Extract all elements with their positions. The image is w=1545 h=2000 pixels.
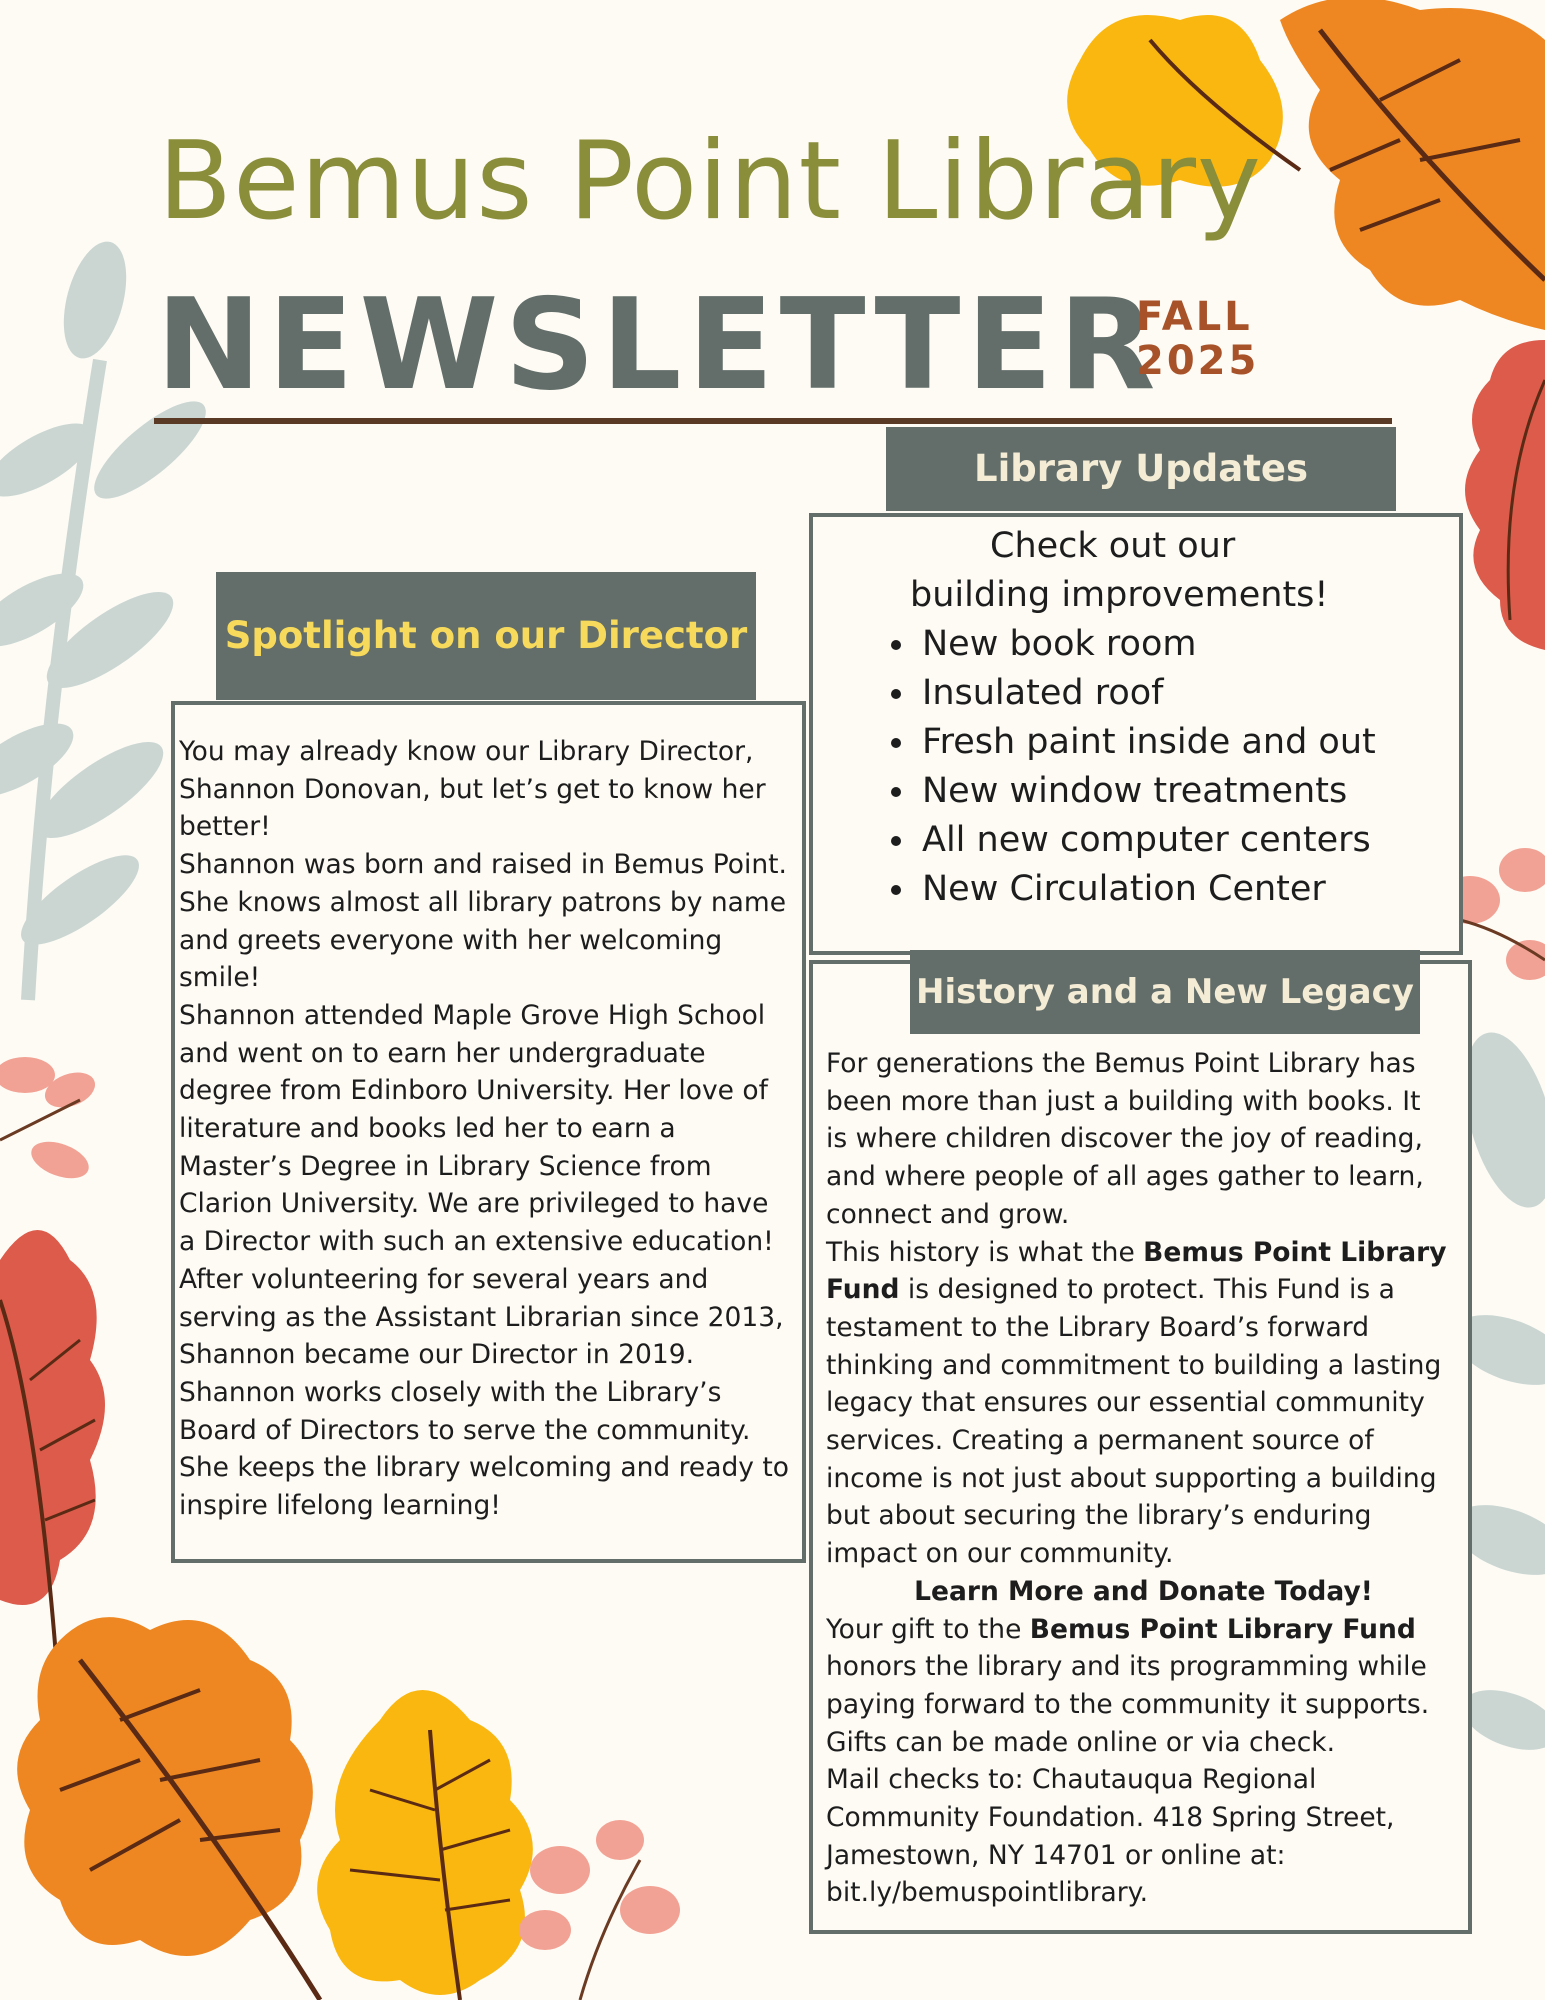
donation-link[interactable]: bit.ly/bemuspointlibrary. xyxy=(826,1877,1148,1909)
text-line: Shannon became our Director in 2019. xyxy=(179,1339,695,1371)
text-line: and where people of all ages gather to learn, xyxy=(826,1161,1424,1193)
yellow-oak-leaf-icon xyxy=(317,1690,533,2000)
text-line: Shannon Donovan, but let’s get to know her xyxy=(179,773,766,805)
updates-intro xyxy=(860,522,1360,620)
text-line: Community Foundation. 418 Spring Street, xyxy=(826,1802,1395,1834)
text-line: and went on to earn her undergraduate xyxy=(179,1037,706,1069)
issue-season xyxy=(1136,295,1259,383)
text-span: This history is what the xyxy=(826,1236,1144,1268)
text-line: After volunteering for several years and xyxy=(179,1263,709,1295)
list-item: • New window treatments xyxy=(918,767,1376,816)
season-year: 2025 xyxy=(1136,338,1260,384)
title-divider xyxy=(154,418,1392,424)
newsletter-title: NEWSLETTER xyxy=(156,271,1162,418)
text-span: Your gift to the xyxy=(826,1613,1030,1645)
text-line: Clarion University. We are privileged to have xyxy=(179,1188,769,1220)
text-line: impact on our community. xyxy=(826,1538,1174,1570)
history-heading: History and a New Legacy xyxy=(910,950,1420,1034)
pink-sprig-bottom-icon xyxy=(519,1820,680,2000)
list-item: • All new computer centers xyxy=(918,816,1376,865)
history-text xyxy=(826,1045,1461,1912)
updates-intro-line1: Check out our xyxy=(990,526,1236,566)
text-line: been more than just a building with books. It xyxy=(826,1085,1421,1117)
text-line: Master’s Degree in Library Science from xyxy=(179,1150,712,1182)
text-line: You may already know our Library Director, xyxy=(179,736,754,767)
text-span: is designed to protect. This Fund is a xyxy=(899,1274,1395,1306)
list-item: • Insulated roof xyxy=(918,669,1376,718)
text-line: serving as the Assistant Librarian since 2013, xyxy=(179,1301,784,1333)
text-line: connect and grow. xyxy=(826,1198,1070,1230)
text-line xyxy=(826,1234,1461,1272)
text-line: legacy that ensures our essential community xyxy=(826,1387,1425,1419)
text-line: degree from Edinboro University. Her love of xyxy=(179,1075,768,1107)
text-line: paying forward to the community it supports. xyxy=(826,1688,1430,1720)
pink-sprig-icon xyxy=(0,1057,100,1185)
text-line: Mail checks to: Chautauqua Regional xyxy=(826,1764,1317,1796)
fund-name: Fund xyxy=(826,1274,900,1306)
text-line: Gifts can be made online or via check. xyxy=(826,1726,1336,1758)
season-label: FALL xyxy=(1136,294,1253,340)
text-line: honors the library and its programming while xyxy=(826,1651,1427,1683)
text-line: literature and books led her to earn a xyxy=(179,1113,676,1145)
text-line: Shannon was born and raised in Bemus Point. xyxy=(179,849,787,881)
text-line: She knows almost all library patrons by name xyxy=(179,886,787,918)
text-line: She keeps the library welcoming and ready to xyxy=(179,1452,790,1484)
text-line: inspire lifelong learning! xyxy=(179,1490,501,1522)
updates-intro-line2: building improvements! xyxy=(910,575,1329,615)
fund-name: Bemus Point Library xyxy=(1143,1236,1447,1268)
list-item: • Fresh paint inside and out xyxy=(918,718,1376,767)
text-line: testament to the Library Board’s forward xyxy=(826,1311,1370,1343)
text-line: income is not just about supporting a building xyxy=(826,1462,1437,1494)
text-line: Board of Directors to serve the community. xyxy=(179,1414,751,1446)
text-line: is where children discover the joy of reading, xyxy=(826,1123,1423,1155)
updates-heading: Library Updates xyxy=(886,427,1396,511)
director-heading: Spotlight on our Director xyxy=(216,572,756,700)
director-text xyxy=(179,733,799,1525)
text-line: Shannon works closely with the Library’s xyxy=(179,1376,722,1408)
list-item: • New Circulation Center xyxy=(918,865,1376,914)
text-line xyxy=(826,1271,1461,1309)
fund-name: Bemus Point Library Fund xyxy=(1029,1613,1416,1645)
text-line: Jamestown, NY 14701 or online at: xyxy=(826,1839,1286,1871)
text-line: thinking and commitment to building a lasting xyxy=(826,1349,1442,1381)
updates-list xyxy=(880,620,1376,914)
text-line: but about securing the library’s enduring xyxy=(826,1500,1372,1532)
text-line: smile! xyxy=(179,962,261,994)
text-line: and greets everyone with her welcoming xyxy=(179,924,723,956)
text-line: better! xyxy=(179,811,271,843)
donate-callout: Learn More and Donate Today! xyxy=(914,1575,1373,1607)
text-line: a Director with such an extensive education! xyxy=(179,1226,774,1258)
right-red-leaf-icon xyxy=(1465,340,1545,650)
orange-oak-leaf-icon xyxy=(17,1617,320,2000)
library-title: Bemus Point Library xyxy=(158,119,1262,244)
text-line xyxy=(826,1611,1461,1649)
text-line: services. Creating a permanent source of xyxy=(826,1425,1374,1457)
list-item: • New book room xyxy=(918,620,1376,669)
text-line: For generations the Bemus Point Library has xyxy=(826,1048,1416,1079)
text-line: Shannon attended Maple Grove High School xyxy=(179,999,766,1031)
